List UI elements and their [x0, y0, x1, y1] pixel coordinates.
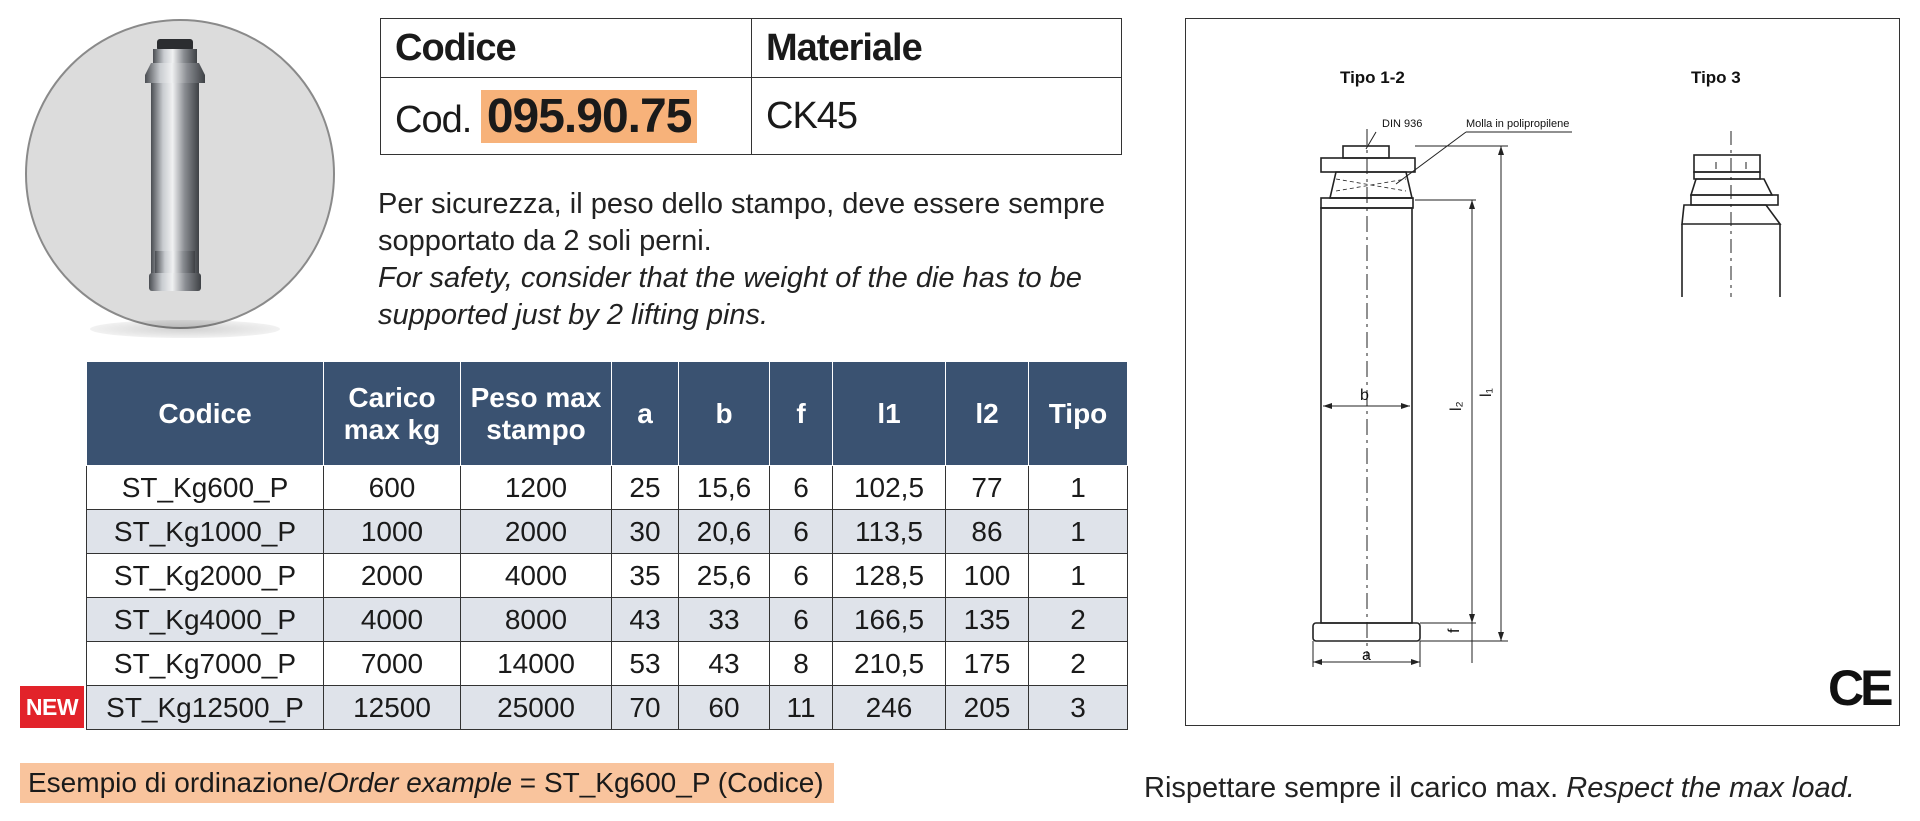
- cell-codice: ST_Kg600_P: [87, 466, 324, 510]
- safety-note-italian: Per sicurezza, il peso dello stampo, deve essere sempre sopportato da 2 soli perni.: [378, 188, 1105, 257]
- cell-l2: 77: [946, 466, 1029, 510]
- pin-type3: [1682, 131, 1780, 297]
- cell-tipo: 1: [1029, 510, 1128, 554]
- drawing-svg: [1186, 19, 1901, 727]
- cell-codice: ST_Kg1000_P: [87, 510, 324, 554]
- max-load-note-italian: Rispettare sempre il carico max.: [1144, 772, 1567, 804]
- order-example-italian: Esempio di ordinazione/: [28, 767, 327, 798]
- ce-mark: CE: [1828, 660, 1890, 716]
- cell-tipo: 1: [1029, 554, 1128, 598]
- cell-codice: ST_Kg4000_P: [87, 598, 324, 642]
- cell-f: 6: [770, 466, 833, 510]
- order-example: [20, 763, 834, 803]
- col-header-tipo: Tipo: [1029, 362, 1128, 466]
- cell-tipo: 2: [1029, 598, 1128, 642]
- cell-a: 25: [612, 466, 679, 510]
- col-header-codice: Codice: [87, 362, 324, 466]
- code-material-box: [380, 18, 1122, 155]
- col-header-l2: l2: [946, 362, 1029, 466]
- col-header-b: b: [679, 362, 770, 466]
- cell-f: 8: [770, 642, 833, 686]
- dim-f-label: f: [1446, 628, 1463, 633]
- col-header-peso: Peso max stampo: [461, 362, 612, 466]
- cell-b: 20,6: [679, 510, 770, 554]
- safety-note: [378, 186, 1138, 334]
- cell-l2: 86: [946, 510, 1029, 554]
- new-badge: NEW: [20, 686, 84, 728]
- cell-f: 6: [770, 598, 833, 642]
- cell-tipo: 2: [1029, 642, 1128, 686]
- spring-label: Molla in polipropilene: [1466, 118, 1570, 130]
- table-row: [87, 510, 1128, 554]
- col-header-carico: Carico max kg: [324, 362, 461, 466]
- cell-a: 35: [612, 554, 679, 598]
- cell-carico: 1000: [324, 510, 461, 554]
- cell-a: 70: [612, 686, 679, 730]
- cell-carico: 2000: [324, 554, 461, 598]
- cell-l1: 113,5: [833, 510, 946, 554]
- col-header-f: f: [770, 362, 833, 466]
- table-row: [87, 686, 1128, 730]
- type3-label: Tipo 3: [1691, 68, 1741, 87]
- max-load-note: [1144, 772, 1855, 805]
- cell-tipo: 1: [1029, 466, 1128, 510]
- cell-peso: 1200: [461, 466, 612, 510]
- cell-b: 43: [679, 642, 770, 686]
- spec-table-header-row: [87, 362, 1128, 466]
- cell-l1: 128,5: [833, 554, 946, 598]
- cell-tipo: 3: [1029, 686, 1128, 730]
- spec-table: [86, 361, 1128, 730]
- material-header: Materiale: [752, 19, 1122, 78]
- cell-l2: 175: [946, 642, 1029, 686]
- cell-l2: 100: [946, 554, 1029, 598]
- type12-label: Tipo 1-2: [1340, 68, 1405, 87]
- cell-codice: ST_Kg12500_P: [87, 686, 324, 730]
- cell-carico: 4000: [324, 598, 461, 642]
- order-example-code: = ST_Kg600_P (Codice): [512, 767, 824, 798]
- cell-peso: 2000: [461, 510, 612, 554]
- col-header-l1: l1: [833, 362, 946, 466]
- cell-peso: 8000: [461, 598, 612, 642]
- cell-a: 30: [612, 510, 679, 554]
- cell-b: 15,6: [679, 466, 770, 510]
- cell-f: 11: [770, 686, 833, 730]
- cell-codice: ST_Kg2000_P: [87, 554, 324, 598]
- code-cell: [381, 78, 752, 155]
- code-value: 095.90.75: [481, 90, 698, 143]
- material-value: CK45: [752, 78, 1122, 155]
- safety-note-english: For safety, consider that the weight of the die has to be supported just by 2 lifting pins.: [378, 262, 1082, 331]
- cell-f: 6: [770, 510, 833, 554]
- cell-carico: 7000: [324, 642, 461, 686]
- dim-b-label: b: [1360, 387, 1369, 404]
- technical-drawing: [1185, 18, 1900, 726]
- product-photo: [25, 19, 335, 329]
- table-row: [87, 642, 1128, 686]
- order-example-english: Order example: [326, 767, 513, 798]
- cell-l1: 210,5: [833, 642, 946, 686]
- cell-l2: 135: [946, 598, 1029, 642]
- table-row: [87, 466, 1128, 510]
- cell-b: 60: [679, 686, 770, 730]
- cell-carico: 600: [324, 466, 461, 510]
- cell-codice: ST_Kg7000_P: [87, 642, 324, 686]
- dimension-lines: [1313, 146, 1508, 667]
- cell-a: 53: [612, 642, 679, 686]
- cell-b: 25,6: [679, 554, 770, 598]
- cell-l1: 102,5: [833, 466, 946, 510]
- cell-peso: 25000: [461, 686, 612, 730]
- dim-l2-label: l₂: [1448, 401, 1465, 411]
- code-header: Codice: [381, 19, 752, 78]
- dim-l1-label: l₁: [1478, 388, 1495, 397]
- cell-l2: 205: [946, 686, 1029, 730]
- col-header-a: a: [612, 362, 679, 466]
- max-load-note-english: Respect the max load.: [1566, 772, 1855, 804]
- table-row: [87, 554, 1128, 598]
- cell-a: 43: [612, 598, 679, 642]
- code-prefix: Cod.: [395, 98, 472, 141]
- cell-b: 33: [679, 598, 770, 642]
- cell-peso: 14000: [461, 642, 612, 686]
- cell-carico: 12500: [324, 686, 461, 730]
- cell-l1: 166,5: [833, 598, 946, 642]
- photo-shadow: [90, 320, 280, 338]
- cell-f: 6: [770, 554, 833, 598]
- table-row: [87, 598, 1128, 642]
- cell-peso: 4000: [461, 554, 612, 598]
- din-label: DIN 936: [1382, 118, 1423, 130]
- cell-l1: 246: [833, 686, 946, 730]
- dim-a-label: a: [1362, 647, 1371, 664]
